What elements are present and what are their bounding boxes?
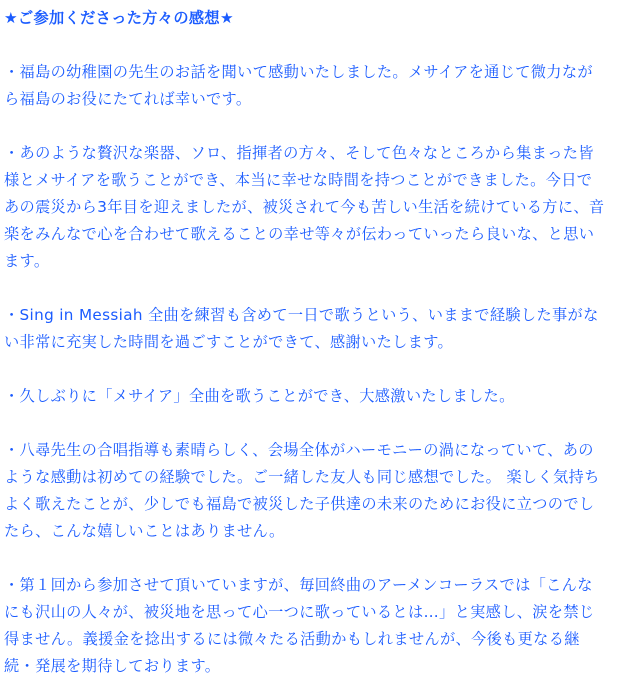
- comment-line: 得ません。義援金を捻出するには微々たる活動かもしれませんが、今後も更なる継: [4, 630, 580, 648]
- comment-paragraph-5: [4, 437, 632, 545]
- comment-line: よく歌えたことが、少しでも福島で被災した子供達の未来のためにお役に立つのでし: [4, 495, 595, 513]
- comment-line: ような感動は初めての経験でした。ご一緒した友人も同じ感想でした。 楽しく気持ち: [4, 468, 600, 486]
- comment-paragraph-3: [4, 302, 632, 356]
- page-title: ★ご参加くださった方々の感想★: [4, 9, 234, 27]
- document-body: [4, 5, 632, 680]
- comment-line: ・あのような贅沢な楽器、ソロ、指揮者の方々、そして色々なところから集まった皆: [4, 144, 594, 162]
- comment-line: ・久しぶりに「メサイア」全曲を歌うことができ、大感激いたしました。: [4, 387, 515, 405]
- comment-line: あの震災から3年目を迎えましたが、被災されて今も苦しい生活を続けている方に、音: [4, 198, 605, 216]
- comment-paragraph-4: [4, 383, 632, 410]
- comment-line: ます。: [4, 252, 50, 270]
- comment-line: にも沢山の人々が、被災地を思って心一つに歌っているとは…」と実感し、涙を禁じ: [4, 603, 595, 621]
- comment-line: ・八尋先生の合唱指導も素晴らしく、会場全体がハーモニーの渦になっていて、あの: [4, 441, 594, 459]
- comment-line: い非常に充実した時間を過ごすことができて、感謝いたします。: [4, 333, 454, 351]
- comment-line: ら福島のお役にたてれば幸いです。: [4, 90, 252, 108]
- comment-line: たら、こんな嬉しいことはありません。: [4, 522, 285, 540]
- comment-line: ・Sing in Messiah 全曲を練習も含めて一日で歌うという、いままで経験した事がな: [4, 306, 599, 324]
- comment-line: 続・発展を期待しております。: [4, 657, 221, 675]
- comment-paragraph-1: [4, 59, 632, 113]
- comment-line: 楽をみんなで心を合わせて歌えることの幸せ等々が伝わっていったら良いな、と思い: [4, 225, 595, 243]
- comment-paragraph-2: [4, 140, 632, 275]
- comment-paragraph-6: [4, 572, 632, 680]
- comment-line: ・第１回から参加させて頂いていますが、毎回終曲のアーメンコーラスでは「こんな: [4, 576, 593, 594]
- comment-line: ・福島の幼稚園の先生のお話を聞いて感動いたしました。メサイアを通じて微力なが: [4, 63, 593, 81]
- comment-line: 様とメサイアを歌うことができ、本当に幸せな時間を持つことができました。今日で: [4, 171, 593, 189]
